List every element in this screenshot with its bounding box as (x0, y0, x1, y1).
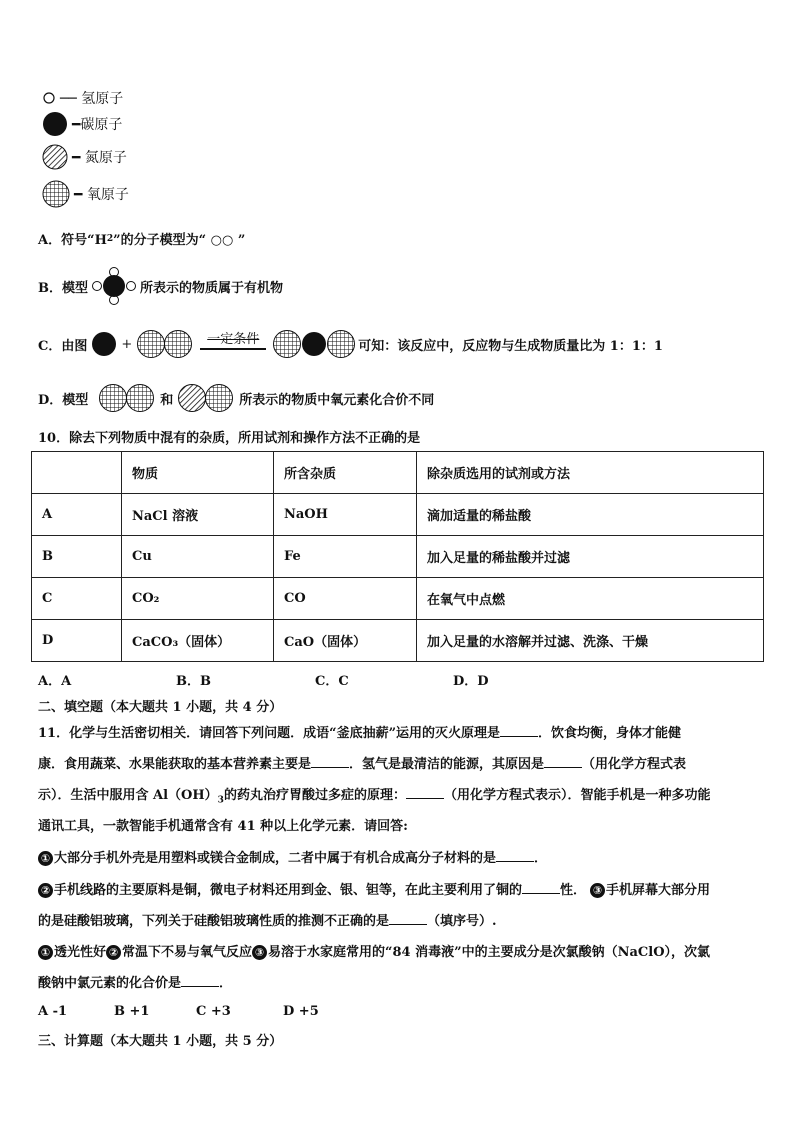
table-cell: A (32, 494, 122, 536)
oxygen-molecule-icon (136, 329, 194, 359)
q11-text: 的是硅酸铝玻璃，下列关于硅酸铝玻璃性质的推测不正确的是 (38, 914, 390, 929)
table-cell: CaO（固体） (274, 620, 417, 662)
q10-choice-b: B．B (176, 674, 211, 689)
option-c (38, 328, 663, 360)
circled-number-1: ① (38, 851, 53, 866)
option-d-prefix: D．模型 (38, 392, 89, 408)
q11-choice-a: A -1 (38, 1004, 68, 1019)
circled-number-2: ② (38, 883, 53, 898)
q11-text: ． (219, 976, 233, 991)
q11-text: （用化学方程式表示）．智能手机是一种多功能 (443, 788, 711, 803)
table-row (32, 494, 764, 536)
option-a-sub: 2 (106, 233, 114, 244)
table-cell: NaCl 溶液 (122, 494, 274, 536)
table-row (32, 578, 764, 620)
answer-blank[interactable] (500, 724, 538, 737)
circled-number-3: ③ (590, 883, 605, 898)
q11-choice-d: D +5 (283, 1004, 319, 1019)
table-cell: CaCO₃（固体） (122, 620, 274, 662)
hydrogen-atom-icon (42, 91, 56, 105)
reaction-condition: 一定条件 (207, 332, 260, 347)
table-header-cell: 物质 (122, 452, 274, 494)
q11-text: 康．食用蔬菜、水果能获取的基本营养素主要是 (38, 757, 312, 772)
reaction-arrow (200, 328, 266, 350)
legend-carbon (42, 111, 122, 137)
option-a-suffix: ”的分子模型为“ ○○ ” (113, 233, 246, 248)
q11-text: 11．化学与生活密切相关．请回答下列问题．成语“釜底抽薪”运用的灭火原理是 (38, 726, 501, 741)
q11-text: 性． (560, 883, 587, 898)
q11-text: 手机屏幕大部分用 (606, 883, 711, 898)
table-cell: Cu (122, 536, 274, 578)
legend-oxygen-label: ━ 氧原子 (74, 187, 129, 203)
legend-nitrogen-label: ━ 氮原子 (72, 150, 127, 166)
q11-text: ．氢气是最清洁的能源，其原因是 (349, 757, 545, 772)
q11-text: 酸钠中氯元素的化合价是 (38, 976, 182, 991)
table-header-row (32, 452, 764, 494)
plus-sign: + (121, 336, 133, 352)
legend-hydrogen-label: ── 氢原子 (60, 91, 124, 107)
table-cell: B (32, 536, 122, 578)
option-d-suffix: 所表示的物质中氧元素化合价不同 (239, 392, 435, 408)
circled-number-1: ① (38, 945, 53, 960)
q11-subscript: 3 (217, 795, 224, 806)
table-cell: CO (274, 578, 417, 620)
section-2-heading: 二、填空题（本大题共 1 小题，共 4 分） (38, 700, 283, 715)
option-a-prefix: A．符号“H (38, 233, 107, 248)
table-header-cell: 除杂质选用的试剂或方法 (417, 452, 764, 494)
option-a (38, 229, 245, 248)
circled-number-3: ③ (252, 945, 267, 960)
q11-text: 大部分手机外壳是用塑料或镁合金制成，二者中属于有机合成高分子材料的是 (54, 851, 497, 866)
q11-text: ．饮食均衡，身体才能健 (538, 726, 682, 741)
q11-text: 的药丸治疗胃酸过多症的原理： (223, 788, 406, 803)
q11-line-1 (38, 722, 681, 741)
answer-blank[interactable] (496, 849, 534, 862)
co2-molecule-icon (272, 329, 356, 359)
table-row (32, 536, 764, 578)
q11-text: （填序号）. (427, 914, 497, 929)
table-cell: CO₂ (122, 578, 274, 620)
q11-line-4: 通讯工具，一款智能手机通常含有 41 种以上化学元素．请回答: (38, 819, 408, 834)
q11-choice-b: B +1 (114, 1004, 150, 1019)
q11-line-2 (38, 753, 686, 772)
table-header-cell (32, 452, 122, 494)
oxygen-atom-icon (42, 180, 70, 208)
legend-carbon-label: ━碳原子 (72, 117, 123, 133)
table-header-cell: 所含杂质 (274, 452, 417, 494)
q11-text: 示）．生活中服用含 Al（OH） (38, 788, 218, 803)
table-cell: NaOH (274, 494, 417, 536)
methane-model-icon (92, 266, 136, 306)
table-cell: 加入足量的水溶解并过滤、洗涤、干燥 (417, 620, 764, 662)
table-cell: 在氧气中点燃 (417, 578, 764, 620)
table-cell: 加入足量的稀盐酸并过滤 (417, 536, 764, 578)
q11-choice-c: C +3 (196, 1004, 231, 1019)
legend-oxygen (42, 180, 129, 208)
q11-text: （用化学方程式表 (582, 757, 687, 772)
legend-nitrogen (42, 144, 127, 170)
circled-number-2: ② (106, 945, 121, 960)
table-cell: C (32, 578, 122, 620)
option-d-and: 和 (160, 392, 174, 408)
q11-text: 常温下不易与氧气反应 (122, 945, 253, 960)
option-b-suffix: 所表示的物质属于有机物 (140, 280, 284, 296)
q11-text: 手机线路的主要原料是铜，微电子材料还用到金、银、钽等，在此主要利用了铜的 (54, 883, 523, 898)
q11-line-7 (38, 910, 497, 929)
q11-text: 透光性好 (54, 945, 107, 960)
q10-choice-d: D．D (453, 674, 489, 689)
carbon-atom-icon (91, 331, 117, 357)
option-d (38, 383, 434, 413)
legend-hydrogen (42, 88, 123, 108)
option-c-suffix: 可知：该反应中，反应物与生成物质量比为 1：1：1 (358, 338, 663, 354)
option-c-prefix: C．由图 (38, 338, 88, 354)
table-row (32, 620, 764, 662)
table-cell: D (32, 620, 122, 662)
section-3-heading: 三、计算题（本大题共 1 小题，共 5 分） (38, 1034, 283, 1049)
q11-text: ． (534, 851, 548, 866)
answer-blank[interactable] (389, 912, 427, 925)
nitrogen-atom-icon (42, 144, 68, 170)
option-b (38, 266, 283, 306)
answer-blank[interactable] (181, 974, 219, 987)
answer-blank[interactable] (406, 786, 444, 799)
answer-blank[interactable] (544, 755, 582, 768)
oxygen-molecule-icon (98, 383, 156, 413)
q10-choice-c: C．C (315, 674, 349, 689)
answer-blank[interactable] (311, 755, 349, 768)
q11-line-9 (38, 972, 232, 991)
answer-blank[interactable] (522, 881, 560, 894)
q11-line-8 (38, 941, 710, 960)
no-molecule-icon (177, 383, 235, 413)
q10-title: 10．除去下列物质中混有的杂质，所用试剂和操作方法不正确的是 (38, 431, 421, 446)
q11-text: 易溶于水家庭常用的“84 消毒液”中的主要成分是次氯酸钠（NaClO），次氯 (268, 945, 711, 960)
q11-line-6 (38, 879, 710, 898)
impurity-table (31, 451, 764, 662)
q10-choice-a: A．A (38, 674, 72, 689)
table-cell: Fe (274, 536, 417, 578)
table-cell: 滴加适量的稀盐酸 (417, 494, 764, 536)
option-b-prefix: B．模型 (38, 280, 88, 296)
q11-line-3 (38, 784, 710, 806)
q11-line-5 (38, 847, 547, 866)
carbon-atom-icon (42, 111, 68, 137)
arrow-line (200, 348, 266, 350)
